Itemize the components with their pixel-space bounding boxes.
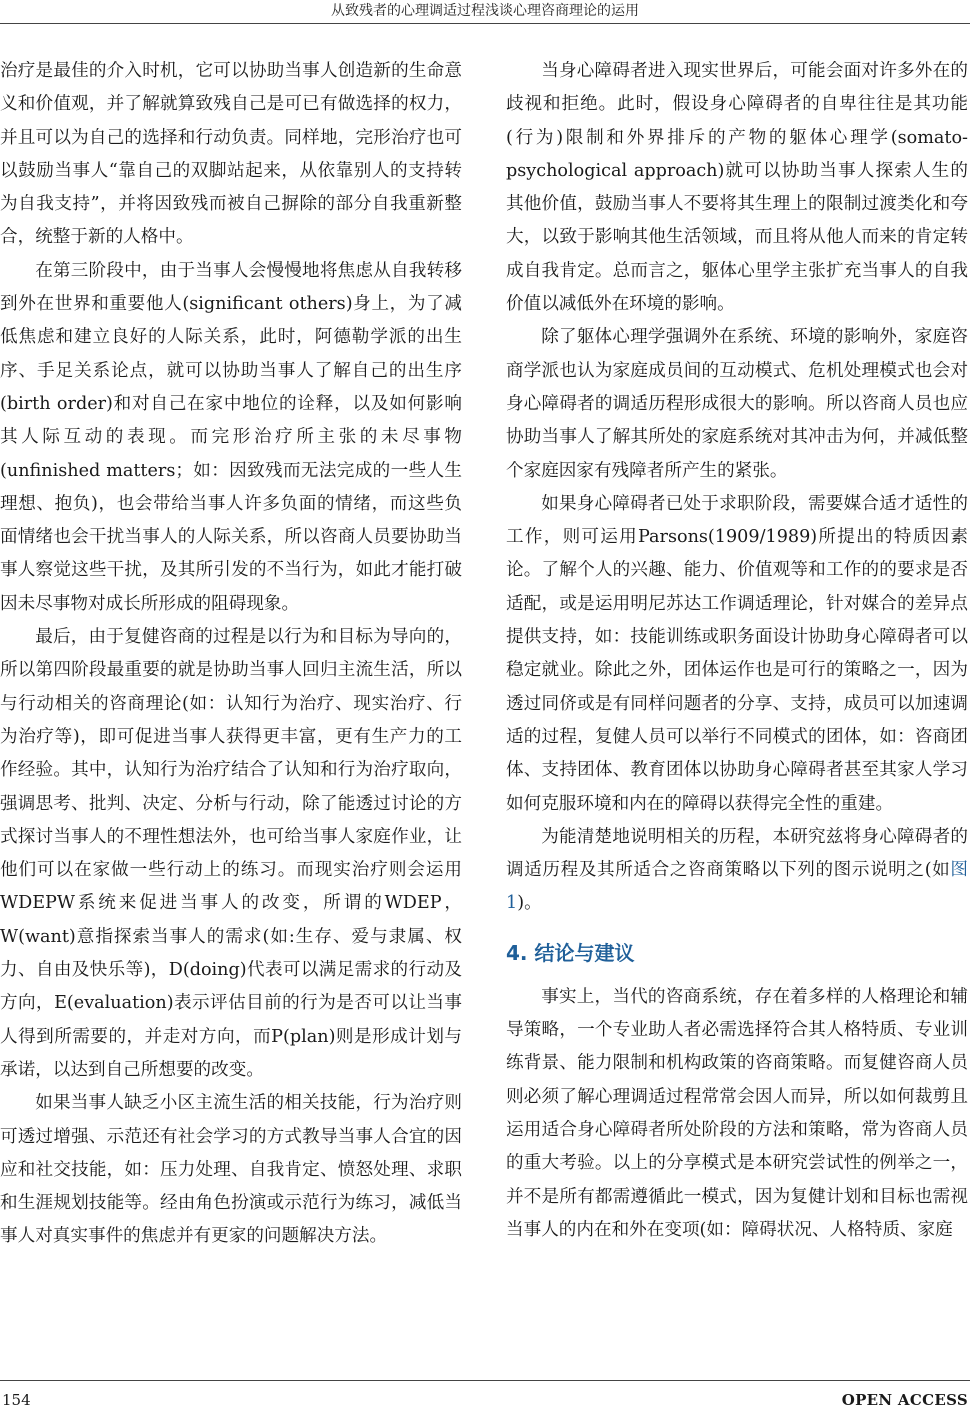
body-paragraph: 事实上，当代的咨商系统，存在着多样的人格理论和辅导策略，一个专业助人者必需选择符合其人格特质、专业训练背景、能力限制和机构政策的咨商策略。而复健咨商人员则必须了解心理调适过程常常会因人而异，所以如何裁剪且运用适合身心障碍者所处阶段的方法和策略，常为咨商人员的重大考验。以上的分享模式是本研究尝试性的例举之一，并不是所有都需遵循此一模式，因为复健计划和目标也需视当事人的内在和外在变项(如：障碍状况、人格特质、家庭: [506, 986, 968, 1240]
footer-divider: [0, 1380, 970, 1381]
running-head-title: 从致残者的心理调适过程浅谈心理咨商理论的运用: [331, 3, 639, 19]
open-access-label: OPEN ACCESS: [841, 1391, 968, 1409]
body-paragraph: 最后，由于复健咨商的过程是以行为和目标为导向的，所以第四阶段最重要的就是协助当事人回归主流生活，所以与行动相关的咨商理论(如：认知行为治疗、现实治疗、行为治疗等)，即可促进当事人获得更丰富，更有生产力的工作经验。其中，认知行为治疗结合了认知和行为治疗取向，强调思考、批判、决定、分析与行动，除了能透过讨论的方式探讨当事人的不理性想法外，也可给当事人家庭作业，让他们可以在家做一些行动上的练习。而现实治疗则会运用WDEPW系统来促进当事人的改变，所谓的WDEP，W(want)意指探索当事人的需求(如:生存、爱与隶属、权力、自由及快乐等)，D(doing)代表可以满足需求的行动及方向，E(evaluation)表示评估目前的行为是否可以让当事人得到所需要的，并走对方向，而P(plan)则是形成计划与承诺，以达到自己所想要的改变。: [0, 627, 462, 1080]
figure-reference-link[interactable]: 图1: [506, 860, 968, 914]
header-divider: [0, 23, 970, 24]
paragraph-text: 为能清楚地说明相关的历程，本研究兹将身心障碍者的调适历程及其所适合之咨商策略以下列的图示说明之(如: [506, 826, 968, 881]
body-paragraph: 治疗是最佳的介入时机，它可以协助当事人创造新的生命意义和价值观，并了解就算致残自己是可已有做选择的权力，并且可以为自己的选择和行动负责。同样地，完形治疗也可以鼓励当事人“靠自己的双脚站起来，从依靠别人的支持转为自我支持”，并将因致残而被自己摒除的部分自我重新整合，统整于新的人格中。: [0, 61, 462, 248]
left-column: [0, 55, 462, 1254]
section-heading: 4. 结论与建议: [506, 940, 635, 965]
body-paragraph: 除了躯体心理学强调外在系统、环境的影响外，家庭咨商学派也认为家庭成员间的互动模式、危机处理模式也会对身心障碍者的调适历程形成很大的影响。所以咨商人员也应协助当事人了解其所处的家庭系统对其冲击为何，并减低整个家庭因家有残障者所产生的紧张。: [506, 327, 968, 481]
page-number: 154: [2, 1391, 31, 1409]
body-paragraph: 在第三阶段中，由于当事人会慢慢地将焦虑从自我转移到外在世界和重要他人(significant others)身上，为了减低焦虑和建立良好的人际关系，此时，阿德勒学派的出生序、手足关系论点，就可以协助当事人了解自己的出生序(birth order)和对自己在家中地位的诠释，以及如何影响其人际互动的表现。而完形治疗所主张的未尽事物(unfinished matters；如：因致残而无法完成的一些人生理想、抱负)，也会带给当事人许多负面的情绪，而这些负面情绪也会干扰当事人的人际关系，所以咨商人员要协助当事人察觉这些干扰，及其所引发的不当行为，如此才能打破因未尽事物对成长所形成的阻碍现象。: [0, 260, 462, 614]
body-paragraph: [506, 821, 968, 921]
body-paragraph: 如果身心障碍者已处于求职阶段，需要媒合适才适性的工作，则可运用Parsons(1909/1989)所提出的特质因素论。了解个人的兴趣、能力、价值观等和工作的的要求是否适配，或是运用明尼苏达工作调适理论，针对媒合的差异点提供支持，如：技能训练或职务面设计协助身心障碍者可以稳定就业。除此之外，团体运作也是可行的策略之一，因为透过同侪或是有同样问题者的分享、支持，成员可以加速调适的过程，复健人员可以举行不同模式的团体，如：咨商团体、支持团体、教育团体以协助身心障碍者甚至其家人学习如何克服环境和内在的障碍以获得完全性的重建。: [506, 493, 968, 814]
body-paragraph: 如果当事人缺乏小区主流生活的相关技能，行为治疗则可透过增强、示范还有社会学习的方式教导当事人合宜的因应和社交技能，如：压力处理、自我肯定、愤怒处理、求职和生涯规划技能等。经由角色扮演或示范行为练习，减低当事人对真实事件的焦虑并有更家的问题解决方法。: [0, 1093, 462, 1247]
body-paragraph: 当身心障碍者进入现实世界后，可能会面对许多外在的歧视和拒绝。此时，假设身心障碍者的自卑往往是其功能(行为)限制和外界排斥的产物的躯体心理学(somato-psychological approach)就可以协助当事人探索人生的其他价值，鼓励当事人不要将其生理上的限制过渡类化和夸大，以致于影响其他生活领域，而且将从他人而来的肯定转成自我肯定。总而言之，躯体心里学主张扩充当事人的自我价值以减低外在环境的影响。: [506, 61, 968, 315]
right-column: [506, 55, 968, 1247]
paragraph-text: )。: [517, 893, 542, 914]
